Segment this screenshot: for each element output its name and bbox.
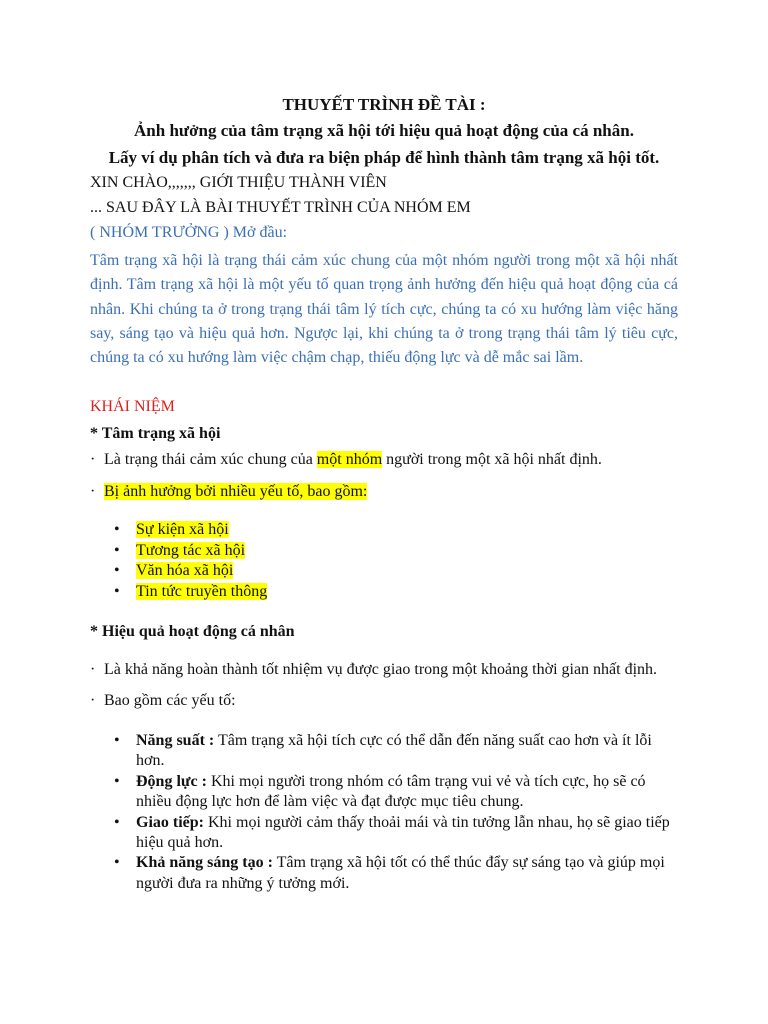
document-title: THUYẾT TRÌNH ĐỀ TÀI :: [282, 95, 486, 114]
factor-term: Năng suất :: [136, 732, 215, 749]
factor-label: Tin tức truyền thông: [136, 583, 268, 601]
list-item: [108, 772, 683, 813]
definition-highlight: một nhóm: [316, 451, 383, 468]
bullet-icon: •: [114, 732, 120, 749]
topic-line-2: Lấy ví dụ phân tích và đưa ra biện pháp để hình thành tâm trạng xã hội tốt.: [108, 148, 660, 167]
factor-description: Tâm trạng xã hội tốt có thể thúc đẩy sự sáng tạo và giúp mọi người đưa ra những ý tưởng mới.: [136, 854, 665, 892]
bullet-dot: ·: [90, 483, 96, 500]
list-item: [108, 853, 683, 894]
influence-text: Bị ảnh hưởng bởi nhiều yếu tố, bao gồm:: [104, 483, 368, 500]
performance-includes-text: Bao gồm các yếu tố:: [104, 692, 236, 709]
list-item: [108, 731, 683, 772]
bullet-icon: •: [114, 854, 120, 872]
influence-line: [90, 483, 367, 501]
factor-list: [108, 520, 267, 603]
performance-definition-text: Là khả năng hoàn thành tốt nhiệm vụ được giao trong một khoảng thời gian nhất định.: [104, 661, 658, 678]
intro-paragraph: Tâm trạng xã hội là trạng thái cảm xúc chung của một nhóm người trong một xã hội nhất định. Tâm trạng xã hội là một yếu tố quan trọng ảnh hưởng đến hiệu quả hoạt động của cá nhân. Khi chúng ta ở trong trạng thái tâm lý tích cực, chúng ta có xu hướng làm việc hăng say, sáng tạo và hiệu quả hơn. Ngược lại, khi chúng ta ở trong trạng thái tâm lý tiêu cực, chúng ta có xu hướng làm việc chậm chạp, thiếu động lực và dễ mắc sai lầm.: [90, 252, 678, 367]
bullet-icon: •: [114, 583, 120, 601]
bullet-dot: ·: [90, 692, 96, 709]
leader-opening: ( NHÓM TRƯỞNG ) Mở đầu:: [90, 224, 288, 241]
list-item: [108, 561, 267, 582]
factor-description: Tâm trạng xã hội tích cực có thể dẫn đến năng suất cao hơn và ít lỗi hơn.: [136, 732, 652, 770]
factor-description: Khi mọi người cảm thấy thoải mái và tin tưởng lẫn nhau, họ sẽ giao tiếp hiệu quả hơn.: [136, 813, 670, 852]
concept-heading: KHÁI NIỆM: [90, 398, 175, 415]
factor-label: Tương tác xã hội: [136, 541, 246, 559]
factor-label: Văn hóa xã hội: [136, 562, 234, 580]
greeting-line: XIN CHÀO,,,,,,, GIỚI THIỆU THÀNH VIÊN: [90, 174, 387, 191]
performance-factor-list: [108, 731, 683, 894]
factor-term: Khả năng sáng tạo :: [136, 854, 273, 872]
list-item: [108, 813, 683, 854]
bullet-icon: •: [114, 772, 120, 790]
topic-line-1: Ảnh hưởng của tâm trạng xã hội tới hiệu quả hoạt động của cá nhân.: [134, 121, 634, 140]
performance-includes: [90, 692, 236, 710]
bullet-dot: ·: [90, 661, 96, 678]
performance-heading: * Hiệu quả hoạt động cá nhân: [90, 623, 295, 640]
definition-text-after: người trong một xã hội nhất định.: [382, 451, 602, 468]
bullet-icon: •: [114, 541, 120, 559]
list-item: [108, 541, 267, 562]
social-mood-definition: [90, 451, 602, 469]
bullet-icon: •: [114, 813, 120, 831]
list-item: [108, 582, 267, 603]
factor-term: Giao tiếp:: [136, 813, 204, 831]
next-line: ... SAU ĐÂY LÀ BÀI THUYẾT TRÌNH CỦA NHÓM EM: [90, 199, 471, 216]
bullet-icon: •: [114, 521, 120, 538]
social-mood-heading: * Tâm trạng xã hội: [90, 425, 221, 442]
bullet-dot: ·: [90, 451, 96, 468]
definition-text-before: Là trạng thái cảm xúc chung của: [104, 451, 317, 468]
performance-definition: [90, 661, 657, 679]
factor-term: Động lực :: [136, 772, 207, 790]
factor-description: Khi mọi người trong nhóm có tâm trạng vui vẻ và tích cực, họ sẽ có nhiều động lực hơn để làm việc và đạt được mục tiêu chung.: [136, 772, 646, 811]
list-item: [108, 520, 267, 541]
bullet-icon: •: [114, 562, 120, 580]
factor-label: Sự kiện xã hội: [136, 521, 229, 538]
